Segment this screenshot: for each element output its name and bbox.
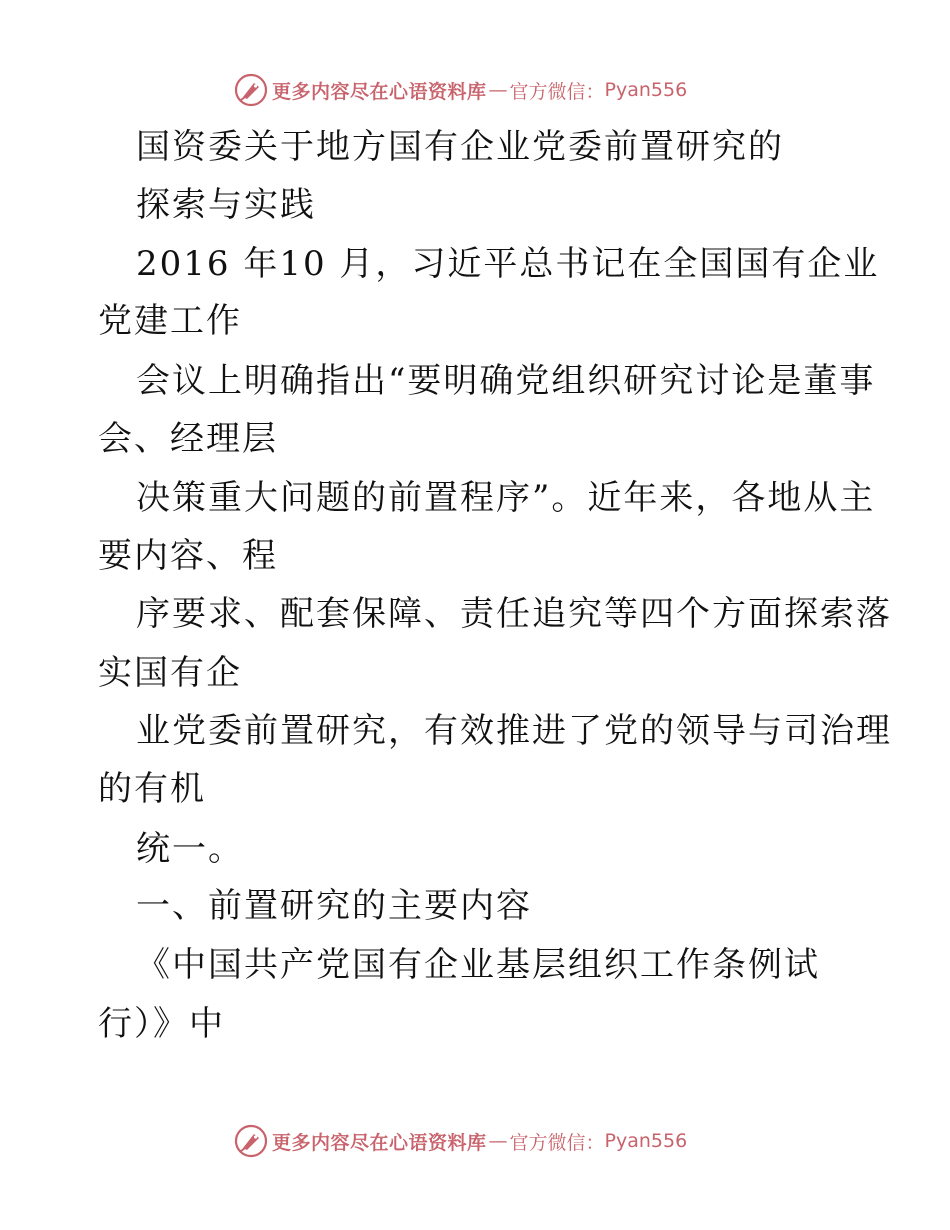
watermark-wechat-id: Pyan556 (604, 79, 688, 101)
paragraph-line: 的有机 (98, 769, 206, 809)
watermark-site-text: 更多内容尽在心语资料库 (272, 80, 487, 103)
watermark-wechat-id: Pyan556 (604, 1130, 688, 1152)
pen-nib-logo-icon (234, 1124, 268, 1158)
paragraph-line: 决策重大问题的前置程序”。近年来，各地从主 (136, 478, 876, 518)
document-title-line-2: 探索与实践 (136, 185, 316, 225)
watermark-dash: — (488, 1130, 508, 1152)
paragraph-line: 2016 年10 月，习近平总书记在全国国有企业 (136, 244, 880, 284)
document-title-line-1: 国资委关于地方国有企业党委前置研究的 (136, 127, 784, 167)
footer-watermark (234, 1121, 714, 1161)
watermark-site-text: 更多内容尽在心语资料库 (272, 1131, 487, 1154)
paragraph-line: 业党委前置研究，有效推进了党的领导与司治理 (136, 711, 892, 751)
watermark-wechat-label: 官方微信： (509, 1131, 605, 1154)
paragraph-line: 会、经理层 (98, 419, 278, 459)
watermark-dash: — (488, 79, 508, 101)
header-watermark (234, 70, 714, 110)
paragraph-line: 《中国共产党国有企业基层组织工作条例试 (136, 945, 820, 985)
pen-nib-logo-icon (234, 73, 268, 107)
paragraph-line: 党建工作 (98, 301, 242, 341)
paragraph-line: 会议上明确指出“要明确党组织研究讨论是董事 (136, 361, 876, 401)
paragraph-line: 序要求、配套保障、责任追究等四个方面探索落 (136, 594, 892, 634)
section-heading: 一、前置研究的主要内容 (136, 886, 532, 926)
paragraph-line: 行）》中 (98, 1004, 225, 1044)
watermark-wechat-label: 官方微信： (509, 80, 605, 103)
paragraph-line: 实国有企 (98, 653, 242, 693)
paragraph-line: 统一。 (136, 829, 244, 869)
paragraph-line: 要内容、程 (98, 536, 278, 576)
